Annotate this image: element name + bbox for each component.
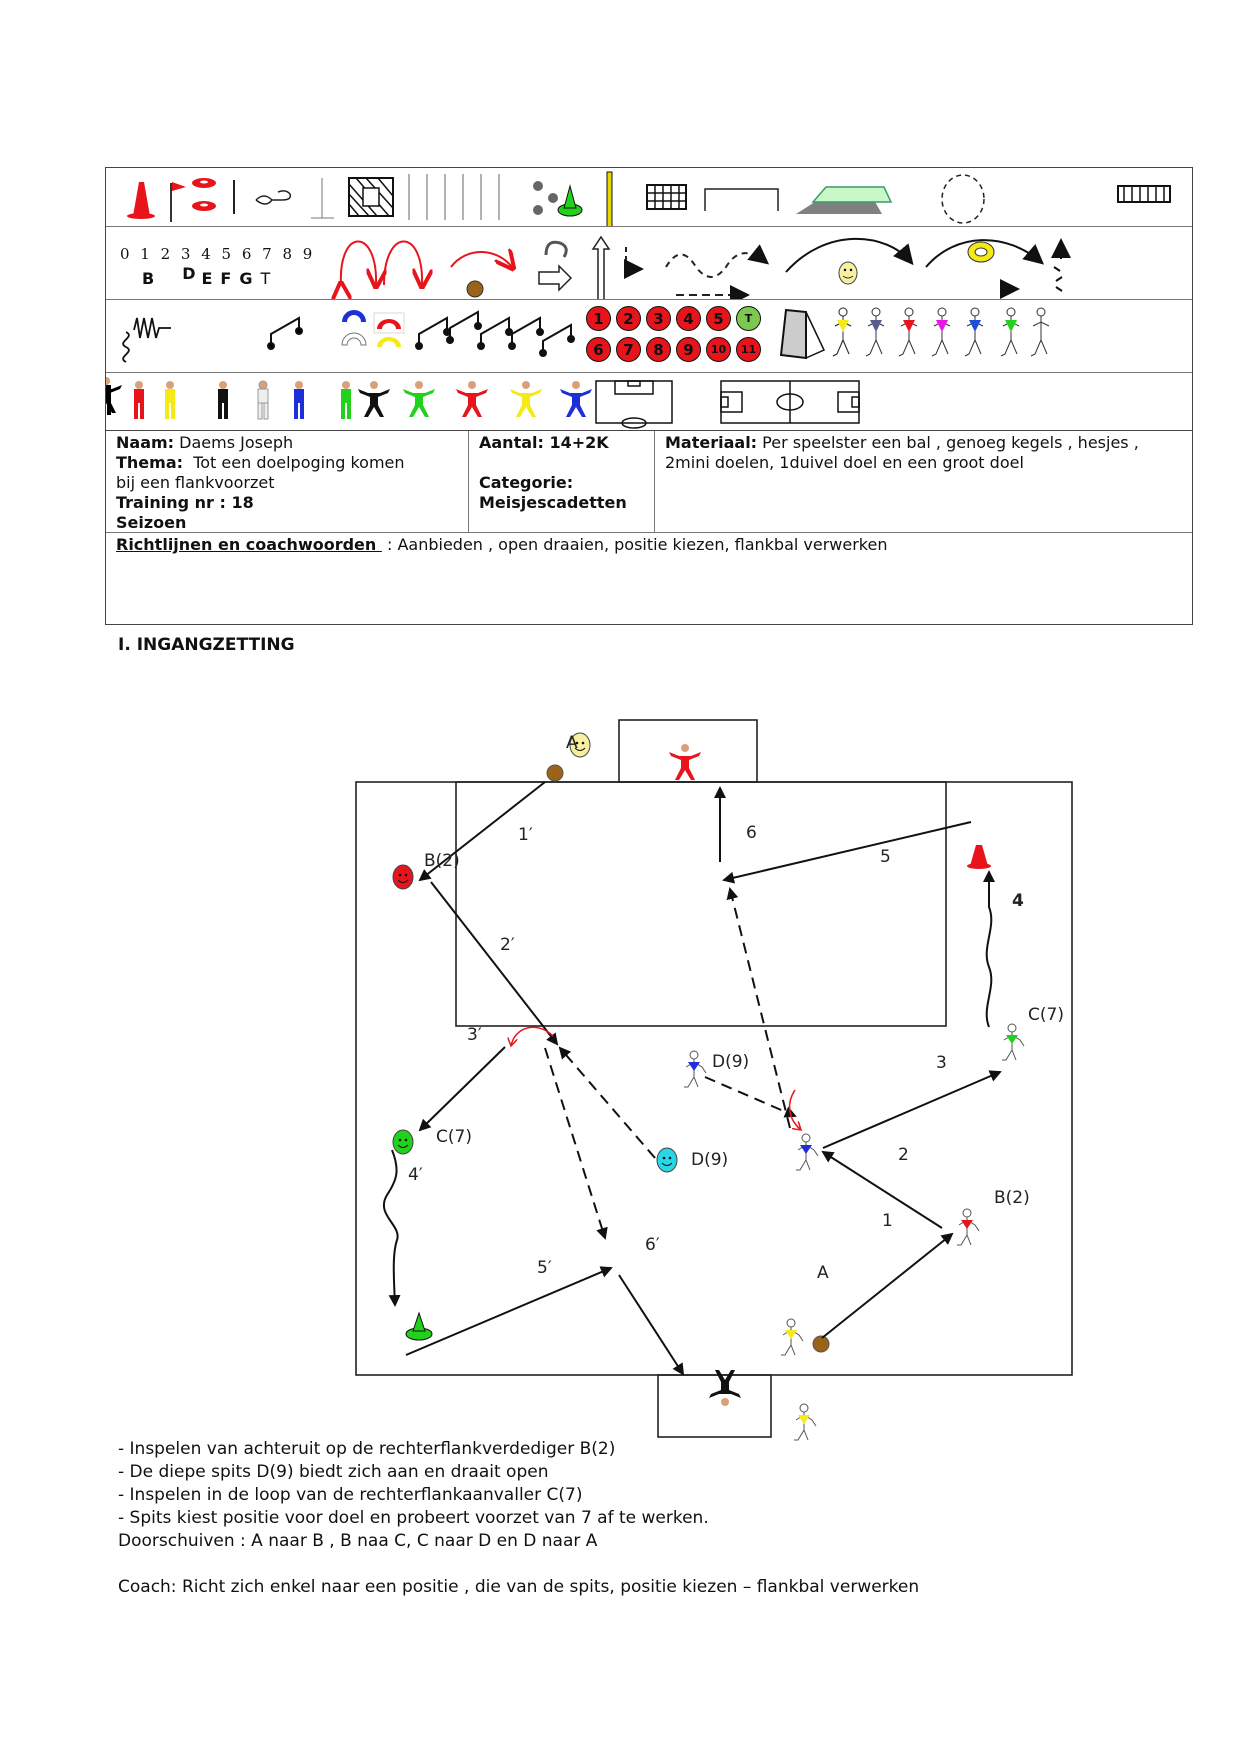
label-D9-cyan: D(9) bbox=[691, 1150, 729, 1170]
player-blue-D9 bbox=[796, 1134, 818, 1170]
label-B2-right: B(2) bbox=[994, 1188, 1030, 1208]
disc-8: 8 bbox=[646, 337, 671, 362]
run-D9-offer bbox=[705, 1077, 795, 1116]
disc-5: 5 bbox=[706, 306, 731, 331]
green-cone-icon bbox=[406, 1313, 432, 1340]
disc-10: 10 bbox=[706, 337, 731, 362]
thema-value: Tot een doelpoging komen bbox=[193, 453, 405, 472]
thema-label: Thema: bbox=[116, 453, 184, 472]
disc-1: 1 bbox=[586, 306, 611, 331]
penalty-area bbox=[456, 782, 946, 1026]
seizoen-label: Seizoen bbox=[116, 513, 187, 532]
disc-6: 6 bbox=[586, 337, 611, 362]
label-A-top: A bbox=[566, 733, 578, 753]
disc-2: 2 bbox=[616, 306, 641, 331]
goalkeeper-red-icon bbox=[669, 744, 701, 780]
label-5-prime: 5′ bbox=[537, 1258, 552, 1278]
ball-icon bbox=[813, 1336, 829, 1352]
shot-6-prime bbox=[619, 1275, 683, 1374]
cross-5 bbox=[724, 822, 971, 880]
label-3: 3 bbox=[936, 1053, 947, 1073]
player-red-B2 bbox=[957, 1209, 979, 1245]
legend-letters: B D E F G T bbox=[142, 264, 271, 288]
dribble-4-prime bbox=[384, 1150, 398, 1305]
pass-1 bbox=[822, 1234, 952, 1338]
materiaal-label: Materiaal: bbox=[665, 433, 758, 452]
label-C7-right: C(7) bbox=[1028, 1005, 1064, 1025]
player-blue-D9-start bbox=[684, 1051, 706, 1087]
description-line-4: - Spits kiest positie voor doel en probeert voorzet van 7 af te werken. bbox=[118, 1508, 709, 1528]
cross-5-prime bbox=[406, 1268, 611, 1355]
bottom-goal bbox=[658, 1375, 771, 1437]
label-1-prime: 1′ bbox=[518, 825, 533, 845]
rotation-instruction: Doorschuiven : A naar B , B naa C, C naar D en D naar A bbox=[118, 1531, 598, 1551]
label-1: 1 bbox=[882, 1211, 893, 1231]
label-D9-blue: D(9) bbox=[712, 1052, 750, 1072]
smiley-green-C7 bbox=[393, 1130, 413, 1154]
legend-numbers: 0 1 2 3 4 5 6 7 8 9 bbox=[120, 245, 316, 263]
run-D9-left-goal bbox=[545, 1048, 605, 1238]
pass-3-prime bbox=[420, 1047, 505, 1130]
disc-4: 4 bbox=[676, 306, 701, 331]
disc-3: 3 bbox=[646, 306, 671, 331]
description-line-1: - Inspelen van achteruit op de rechterflankverdediger B(2) bbox=[118, 1439, 616, 1459]
richtlijnen-value: : Aanbieden , open draaien, positie kiezen, flankbal verwerken bbox=[386, 535, 888, 554]
categorie-value: Meisjescadetten bbox=[479, 493, 627, 512]
disc-trainer: T bbox=[736, 306, 761, 331]
coach-note: Coach: Richt zich enkel naar een positie , die van de spits, positie kiezen – flankbal verwerken bbox=[118, 1577, 920, 1597]
disc-9: 9 bbox=[676, 337, 701, 362]
label-2-prime: 2′ bbox=[500, 935, 515, 955]
label-B2-left: B(2) bbox=[424, 851, 460, 871]
pass-3 bbox=[823, 1072, 1000, 1148]
smiley-cyan-D9 bbox=[657, 1148, 677, 1172]
label-4: 4 bbox=[1012, 891, 1024, 911]
richtlijnen-label: Richtlijnen en coachwoorden bbox=[116, 535, 382, 554]
naam-value: Daems Joseph bbox=[179, 433, 294, 452]
turn-arc-left bbox=[511, 1027, 553, 1046]
pass-2-prime bbox=[431, 882, 557, 1044]
label-2: 2 bbox=[898, 1145, 909, 1165]
dribble-4 bbox=[987, 872, 992, 1027]
label-5: 5 bbox=[880, 847, 891, 867]
section-title: I. INGANGZETTING bbox=[118, 635, 295, 655]
label-4-prime: 4′ bbox=[408, 1165, 423, 1185]
materiaal-value: Per speelster een bal , genoeg kegels , hesjes , bbox=[762, 433, 1139, 452]
label-6: 6 bbox=[746, 823, 757, 843]
player-green-C7 bbox=[1002, 1024, 1024, 1060]
field-outline bbox=[356, 782, 1072, 1375]
thema-value-cont: bij een flankvoorzet bbox=[116, 473, 275, 492]
smiley-red-B2 bbox=[393, 865, 413, 889]
naam-label: Naam: bbox=[116, 433, 175, 452]
turn-arc-right bbox=[790, 1090, 801, 1130]
label-3-prime: 3′ bbox=[467, 1025, 482, 1045]
field-lines bbox=[356, 720, 1072, 1437]
description-line-2: - De diepe spits D(9) biedt zich aan en draait open bbox=[118, 1462, 549, 1482]
disc-7: 7 bbox=[616, 337, 641, 362]
ball-icon bbox=[547, 765, 563, 781]
aantal-label: Aantal: 14+2K bbox=[479, 433, 609, 452]
label-A-bottom: A bbox=[817, 1263, 829, 1283]
disc-11: 11 bbox=[736, 337, 761, 362]
training-number: Training nr : 18 bbox=[116, 493, 254, 512]
description-line-3: - Inspelen in de loop van de rechterflankaanvaller C(7) bbox=[118, 1485, 583, 1505]
label-C7-left: C(7) bbox=[436, 1127, 472, 1147]
red-cone-icon bbox=[967, 845, 991, 869]
player-yellow-A bbox=[781, 1319, 803, 1355]
player-yellow-waiting bbox=[794, 1404, 816, 1440]
label-6-prime: 6′ bbox=[645, 1235, 660, 1255]
materiaal-value-cont: 2mini doelen, 1duivel doel en een groot doel bbox=[665, 453, 1024, 472]
categorie-label: Categorie: bbox=[479, 473, 574, 492]
